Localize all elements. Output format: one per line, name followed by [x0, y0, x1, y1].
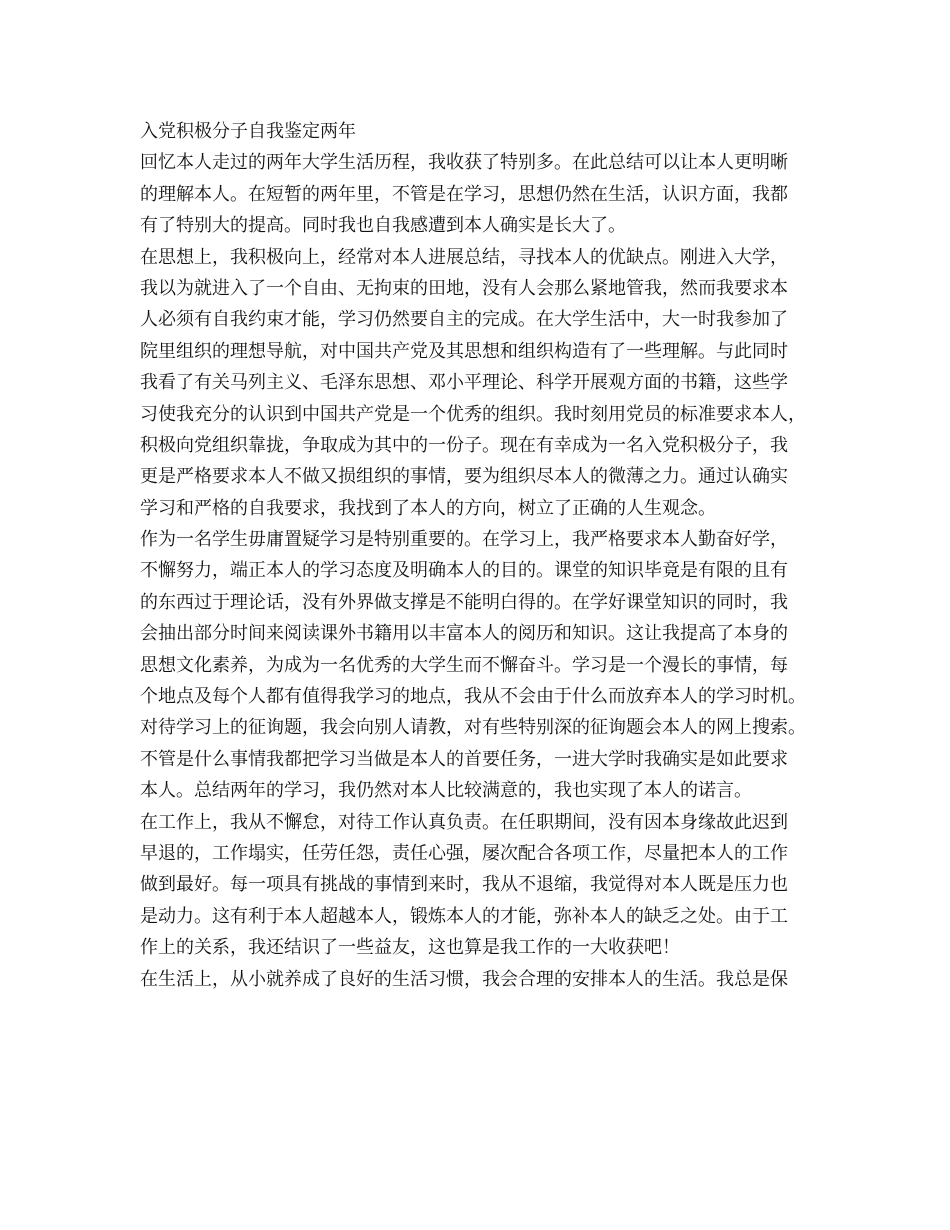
document-body [140, 116, 830, 995]
text-line: 个地点及每个人都有值得我学习的地点，我从不会由于什么而放弃本人的学习时机。 [140, 686, 806, 708]
text-line: 对待学习上的征询题，我会向别人请教，对有些特别深的征询题会本人的网上搜索。 [140, 717, 806, 739]
text-line: 的理解本人。在短暂的两年里，不管是在学习，思想仍然在生活，认识方面，我都 [140, 183, 788, 205]
text-line: 在工作上，我从不懈怠，对待工作认真负责。在任职期间，没有因本身缘故此迟到 [140, 811, 788, 833]
text-line: 我以为就进入了一个自由、无拘束的田地，没有人会那么紧地管我，然而我要求本 [140, 277, 788, 299]
text-line: 积极向党组织靠拢，争取成为其中的一份子。现在有幸成为一名入党积极分子，我 [140, 434, 788, 456]
text-line: 不懈努力，端正本人的学习态度及明确本人的目的。课堂的知识毕竟是有限的且有 [140, 560, 788, 582]
text-line: 会抽出部分时间来阅读课外书籍用以丰富本人的阅历和知识。这让我提高了本身的 [140, 623, 788, 645]
text-line: 有了特别大的提高。同时我也自我感遭到本人确实是长大了。 [140, 215, 626, 237]
text-line: 不管是什么事情我都把学习当做是本人的首要任务，一进大学时我确实是如此要求 [140, 748, 788, 770]
text-line: 作上的关系，我还结识了一些益友，这也算是我工作的一大收获吧！ [140, 937, 680, 959]
text-line: 人必须有自我约束才能，学习仍然要自主的完成。在大学生活中，大一时我参加了 [140, 309, 788, 331]
text-line: 早退的，工作塌实，任劳任怨，责任心强，屡次配合各项工作，尽量把本人的工作 [140, 842, 788, 864]
text-line: 作为一名学生毋庸置疑学习是特别重要的。在学习上，我严格要求本人勤奋好学， [140, 529, 788, 551]
text-line: 在思想上，我积极向上，经常对本人进展总结，寻找本人的优缺点。刚进入大学， [140, 246, 788, 268]
document-title: 入党积极分子自我鉴定两年 [140, 121, 356, 142]
text-line: 回忆本人走过的两年大学生活历程，我收获了特别多。在此总结可以让本人更明晰 [140, 152, 788, 174]
text-line: 本人。总结两年的学习，我仍然对本人比较满意的，我也实现了本人的诺言。 [140, 780, 752, 802]
text-line: 习使我充分的认识到中国共产党是一个优秀的组织。我时刻用党员的标准要求本人， [140, 403, 806, 425]
text-line: 是动力。这有利于本人超越本人，锻炼本人的才能，弥补本人的缺乏之处。由于工 [140, 905, 788, 927]
text-line: 的东西过于理论话，没有外界做支撑是不能明白得的。在学好课堂知识的同时，我 [140, 591, 788, 613]
text-line: 更是严格要求本人不做又损组织的事情，要为组织尽本人的微薄之力。通过认确实 [140, 466, 788, 488]
text-line: 我看了有关马列主义、毛泽东思想、邓小平理论、科学开展观方面的书籍，这些学 [140, 372, 788, 394]
text-line: 在生活上，从小就养成了良好的生活习惯，我会合理的安排本人的生活。我总是保 [140, 968, 788, 990]
text-line: 思想文化素养，为成为一名优秀的大学生而不懈奋斗。学习是一个漫长的事情，每 [140, 654, 788, 676]
text-line: 做到最好。每一项具有挑战的事情到来时，我从不退缩，我觉得对本人既是压力也 [140, 874, 788, 896]
text-line: 院里组织的理想导航，对中国共产党及其思想和组织构造有了一些理解。与此同时 [140, 340, 788, 362]
text-line: 学习和严格的自我要求，我找到了本人的方向，树立了正确的人生观念。 [140, 497, 716, 519]
